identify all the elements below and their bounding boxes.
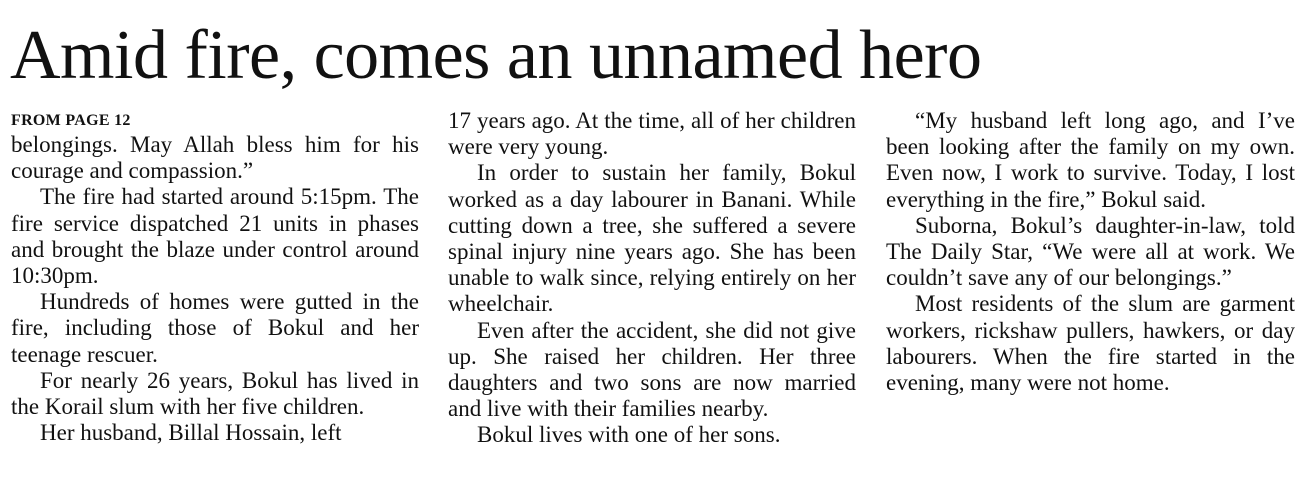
paragraph: Suborna, Bokul’s daughter-in-law, told The Daily Star, “We were all at work. We couldn’t save any of our belongings.” — [886, 212, 1295, 291]
paragraph: Most residents of the slum are garment workers, rickshaw pullers, hawkers, or day labourers. When the fire started in the evening, many were not home. — [886, 291, 1295, 396]
headline: Amid fire, comes an unnamed hero — [10, 17, 982, 94]
article-column-3 — [886, 108, 1295, 396]
continuation-kicker: FROM PAGE 12 — [11, 112, 131, 129]
paragraph: In order to sustain her family, Bokul worked as a day labourer in Banani. While cutting down a tree, she suffered a severe spinal injury nine years ago. She has been unable to walk since, relying entirely on her wheelchair. — [448, 160, 856, 317]
paragraph: belongings. May Allah bless him for his courage and compassion.” — [11, 132, 419, 184]
article-column-1 — [11, 108, 419, 446]
paragraph: Even after the accident, she did not give up. She raised her children. Her three daughters and two sons are now married and live with their families nearby. — [448, 317, 856, 422]
paragraph: Bokul lives with one of her sons. — [477, 422, 781, 448]
paragraph: Her husband, Billal Hossain, left — [40, 420, 342, 446]
paragraph: “My husband left long ago, and I’ve been looking after the family on my own. Even now, I work to survive. Today, I lost everything in the fire,” Bokul said. — [886, 108, 1295, 212]
paragraph: For nearly 26 years, Bokul has lived in the Korail slum with her five children. — [11, 367, 419, 420]
paragraph: 17 years ago. At the time, all of her children were very young. — [448, 108, 856, 160]
paragraph: Hundreds of homes were gutted in the fire, including those of Bokul and her teenage rescuer. — [11, 289, 419, 367]
paragraph: The fire had started around 5:15pm. The fire service dispatched 21 units in phases and brought the blaze under control around 10:30pm. — [11, 184, 419, 289]
article-column-2 — [448, 108, 856, 449]
